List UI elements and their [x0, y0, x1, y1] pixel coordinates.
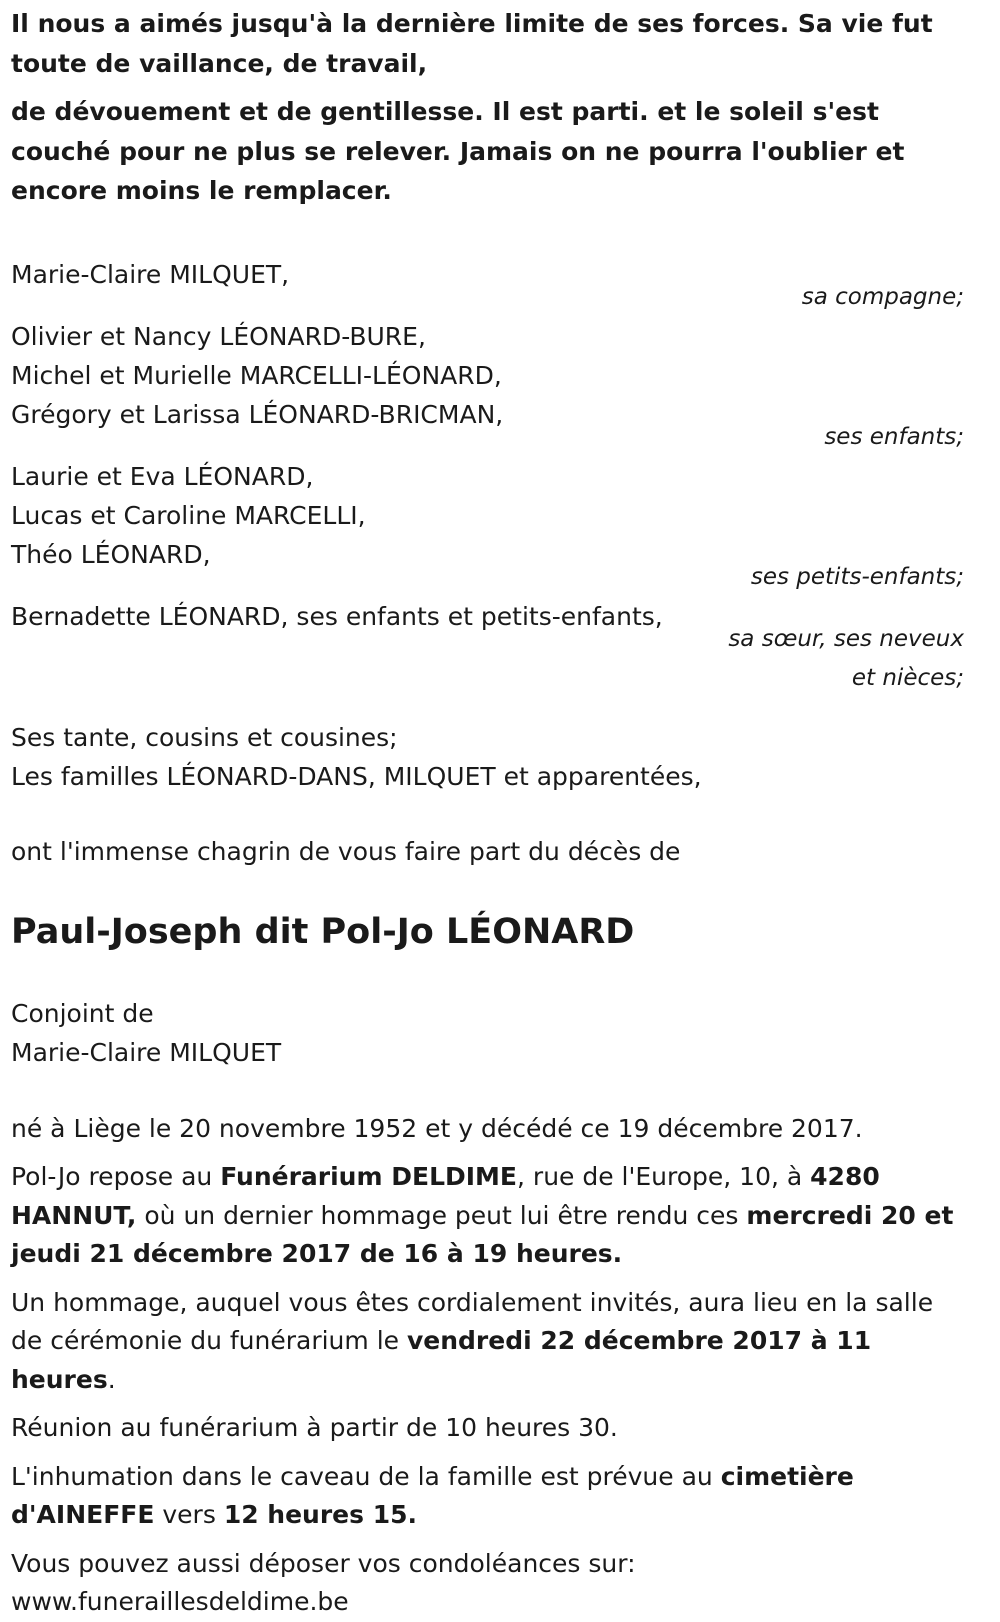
postal-city: 4280 HANNUT,: [11, 1162, 880, 1230]
burial-time: 12 heures 15.: [223, 1500, 418, 1529]
deceased-name: Paul-Joseph dit Pol-Jo LÉONARD: [11, 911, 635, 952]
intro-paragraph-1: Il nous a aimés jusqu'à la dernière limite de ses forces. Sa vie fut toute de vaillance, de travail,: [11, 9, 933, 78]
companion-role: sa compagne;: [801, 283, 964, 310]
intro-text: [11, 0, 964, 211]
birth-death-line: né à Liège le 20 novembre 1952 et y décédé ce 19 décembre 2017.: [11, 1113, 863, 1143]
grandchild-2: Lucas et Caroline MARCELLI,: [11, 500, 366, 530]
grandchild-3: Théo LÉONARD,: [11, 539, 211, 569]
burial-text-1: L'inhumation dans le caveau de la famille est prévue au: [11, 1461, 721, 1491]
grandchildren-role: ses petits-enfants;: [750, 563, 964, 590]
funerarium-name: Funérarium DELDIME: [220, 1162, 518, 1191]
tribute-text-2: .: [107, 1364, 116, 1394]
sister-line: Bernadette LÉONARD, ses enfants et petits-enfants,: [11, 601, 663, 631]
repose-text-1: Pol-Jo repose au: [11, 1162, 221, 1191]
spouse-name: Marie-Claire MILQUET: [11, 1037, 282, 1067]
grandchild-1: Laurie et Eva LÉONARD,: [11, 461, 314, 491]
condolences-label: Vous pouvez aussi déposer vos condoléances sur:: [11, 1548, 636, 1578]
companion-name: Marie-Claire MILQUET,: [11, 259, 290, 289]
child-1: Olivier et Nancy LÉONARD-BURE,: [11, 321, 426, 351]
tribute-date: vendredi 22 décembre 2017 à 11 heures: [11, 1326, 872, 1394]
website-link[interactable]: www.funeraillesdeldime.be: [11, 1587, 349, 1616]
intro-paragraph-2: de dévouement et de gentillesse. Il est parti. et le soleil s'est couché pour ne plus se relever. Jamais on ne pourra l'oublier et encore moins le remplacer.: [11, 97, 905, 205]
burial-paragraph: [11, 1458, 964, 1535]
burial-text-2: vers: [154, 1500, 224, 1529]
other-relatives-1: Ses tante, cousins et cousines;: [11, 722, 398, 752]
meeting-line: Réunion au funérarium à partir de 10 heures 30.: [11, 1413, 618, 1442]
repose-text-3: où un dernier hommage peut lui être rendu ces: [136, 1200, 747, 1230]
repose-paragraph: [11, 1158, 964, 1274]
tribute-text-1: Un hommage, auquel vous êtes cordialement invités, aura lieu en la salle de cérémonie du funérarium le: [11, 1287, 934, 1355]
child-2: Michel et Murielle MARCELLI-LÉONARD,: [11, 360, 502, 390]
visiting-hours: mercredi 20 et jeudi 21 décembre 2017 de 16 à 19 heures.: [11, 1200, 954, 1268]
sister-role-2: et nièces;: [851, 664, 964, 691]
sister-role-1: sa sœur, ses neveux: [728, 625, 964, 652]
tribute-paragraph: [11, 1284, 964, 1400]
cemetery-name: cimetière d'AINEFFE: [11, 1461, 854, 1529]
child-3: Grégory et Larissa LÉONARD-BRICMAN,: [11, 399, 504, 429]
other-relatives-2: Les familles LÉONARD-DANS, MILQUET et apparentées,: [11, 761, 702, 791]
children-role: ses enfants;: [824, 423, 964, 450]
announcement: ont l'immense chagrin de vous faire part du décès de: [11, 836, 681, 866]
repose-text-2: , rue de l'Europe, 10, à: [517, 1162, 811, 1191]
spouse-label: Conjoint de: [11, 998, 154, 1028]
